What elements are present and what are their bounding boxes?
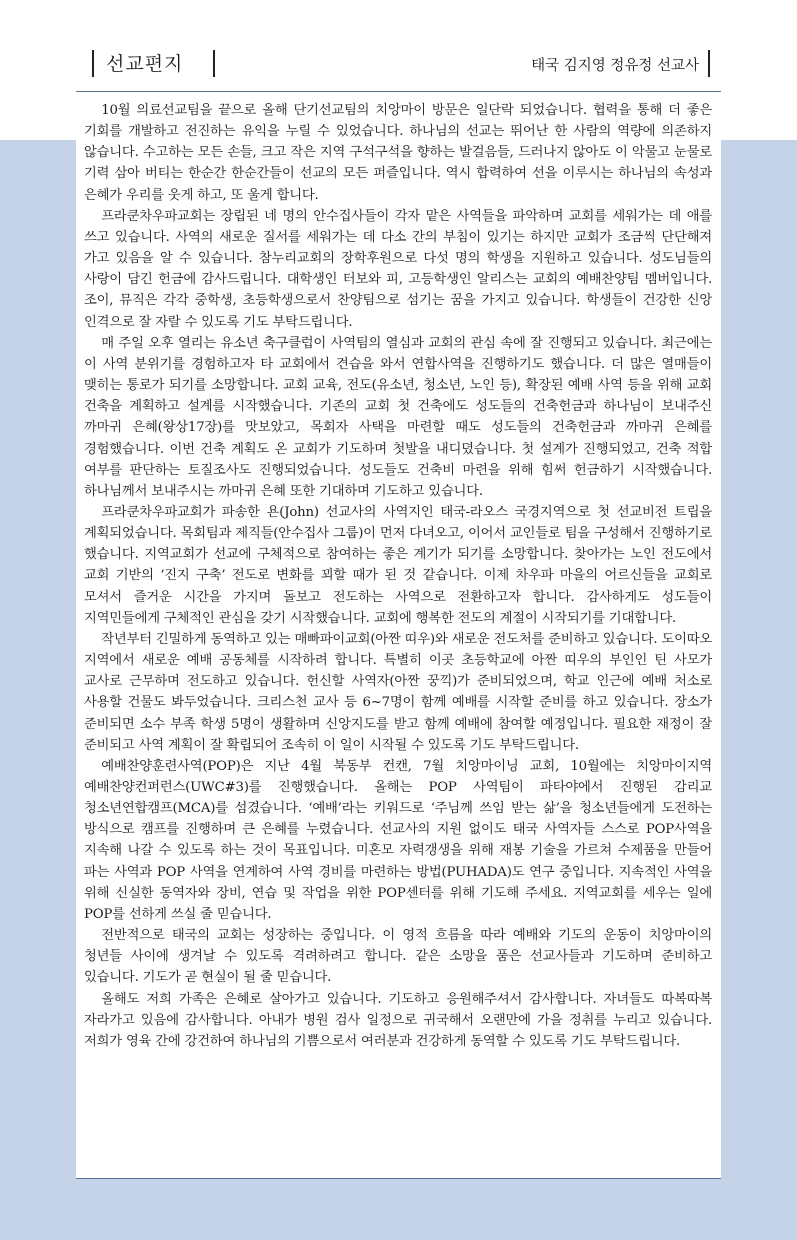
paragraph: 프라쿤차우파교회는 장립된 네 명의 안수집사들이 각자 맡은 사역들을 파악하며 교회를 세워가는 데 애를 쓰고 있습니다. 사역의 새로운 질서를 세워가는 데 다소 간의 부침이 있기는 하지만 교회가 조금씩 단단해져 가고 있음을 알 수 있습니다. 참누리교회의 장학후원으로 다섯 명의 학생을 지원하고 있습니다. 성도님들의 사랑이 담긴 헌금에 감사드립니다. 대학생인 터보와 피, 고등학생인 알리스는 교회의 예배찬양팀 멤버입니다. 조이, 뮤직은 각각 중학생, 초등학생으로서 찬양팀으로 섬기는 꿈을 가지고 있습니다. 학생들이 건강한 신앙 인격으로 잘 자랄 수 있도록 기도 부탁드립니다. <box>84 208 712 330</box>
paragraph: 전반적으로 태국의 교회는 성장하는 중입니다. 이 영적 흐름을 따라 예배와 기도의 운동이 치앙마이의 청년들 사이에 생겨날 수 있도록 격려하려고 합니다. 같은 소망을 품은 선교사들과 기도하며 준비하고 있습니다. 기도가 곧 현실이 될 줄 믿습니다. <box>84 928 712 986</box>
paragraph: 예배찬양훈련사역(POP)은 지난 4월 북동부 컨캔, 7월 치앙마이닝 교회, 10월에는 치앙마이지역 예배찬양컨퍼런스(UWC#3)를 진행했습니다. 올해는 POP 사역팀이 파타야에서 진행된 감리교 청소년연합캠프(MCA)를 섬겼습니다. ‘예배’라는 키워드로 ‘주님께 쓰임 받는 삶’을 청소년들에게 도전하는 방식으로 캠프를 진행하며 큰 은혜를 누렸습니다. 선교사의 지원 없이도 태국 사역자들 스스로 POP사역을 지속해 나갈 수 있도록 하는 것이 목표입니다. 미혼모 자력갱생을 위해 재봉 기술을 가르쳐 수제품을 만들어 파는 사역과 POP 사역을 연계하여 사역 경비를 마련하는 방법(PUHADA)도 연구 중입니다. 지속적인 사역을 위해 신실한 동역자와 장비, 연습 및 작업을 위한 POP센터를 위해 기도해 주세요. 지역교회를 세우는 일에 POP를 선하게 쓰실 줄 믿습니다. <box>84 758 712 922</box>
paragraph: 프라쿤차우파교회가 파송한 욘(John) 선교사의 사역지인 태국-라오스 국경지역으로 첫 선교비전 트립을 계획되었습니다. 목회팀과 제직들(안수집사 그룹)이 먼저 다녀오고, 이어서 교인들로 팀을 구성해서 진행하기로 했습니다. 지역교회가 선교에 구체적으로 참여하는 좋은 계기가 되기를 소망합니다. 찾아가는 노인 전도에서 교회 기반의 ‘진지 구축’ 전도로 변화를 꾀할 때가 된 것 같습니다. 이제 차우파 마을의 어르신들을 교회로 모셔서 즐거운 시간을 가지며 돌보고 전도하는 사역으로 전환하고자 합니다. 감사하게도 성도들이 지역민들에게 구체적인 관심을 갖기 시작했습니다. 교회에 행복한 전도의 계절이 시작되기를 기대합니다. <box>84 504 712 626</box>
author-byline: 태국 김지영 정유정 선교사 <box>531 58 699 74</box>
left-margin-band <box>0 140 76 1240</box>
header-divider-left <box>92 50 94 77</box>
paragraph: 작년부터 긴밀하게 동역하고 있는 매빠파이교회(아짠 띠우)와 새로운 전도처를 준비하고 있습니다. 도이따오 지역에서 새로운 예배 공동체를 시작하려 합니다. 특별히 이곳 초등학교에 아짠 띠우의 부인인 틴 사모가 교사로 근무하며 전도하고 있습니다. 헌신할 사역자(아짠 꿍끽)가 준비되었으며, 학교 인근에 예배 처소로 사용할 건물도 봐두었습니다. 크리스천 교사 등 6~7명이 함께 예배를 시작할 준비를 하고 있습니다. 장소가 준비되면 소수 부족 학생 5명이 생활하며 신앙지도를 받고 함께 예배에 참여할 예정입니다. 필요한 재정이 잘 준비되고 사역 계획이 잘 확립되어 조속히 이 일이 시작될 수 있도록 기도 부탁드립니다. <box>84 631 712 753</box>
section-title: 선교편지 <box>106 53 184 75</box>
right-margin-band <box>721 140 797 1240</box>
paragraph: 매 주일 오후 열리는 유소년 축구클럽이 사역팀의 열심과 교회의 관심 속에 잘 진행되고 있습니다. 최근에는 이 사역 분위기를 경험하고자 타 교회에서 견습을 와서 연합사역을 진행하기도 했습니다. 더 많은 열매들이 맺히는 통로가 되기를 소망합니다. 교회 교육, 전도(유소년, 청소년, 노인 등), 확장된 예배 사역 등을 위해 교회 건축을 계획하고 설계를 시작했습니다. 기존의 교회 첫 건축에도 성도들의 건축헌금과 하나님이 보내주신 까마귀 은혜(왕상17장)를 맛보았고, 목회자 사택을 마련할 때도 성도들의 건축헌금과 까마귀 은혜를 경험했습니다. 이번 건축 계획도 온 교회가 기도하며 첫발을 내디뎠습니다. 첫 설계가 진행되었고, 건축 적합 여부를 판단하는 토질조사도 진행되었습니다. 성도들도 건축비 마련을 위해 힘써 헌금하기 시작했습니다. 하나님께서 보내주시는 까마귀 은혜 또한 기대하며 기도하고 있습니다. <box>84 335 712 499</box>
content-panel <box>76 92 721 1178</box>
footer-band <box>76 1179 721 1240</box>
paragraph: 올해도 저희 가족은 은혜로 살아가고 있습니다. 기도하고 응원해주셔서 감사합니다. 자녀들도 따복따복 자라가고 있음에 감사합니다. 아내가 병원 검사 일정으로 귀국해서 오랜만에 가을 정취를 누리고 있습니다. 저희가 영육 간에 강건하여 하나님의 기쁨으로서 여러분과 건강하게 동역할 수 있도록 기도 부탁드립니다. <box>84 991 712 1049</box>
paragraph: 10월 의료선교팀을 끝으로 올해 단기선교팀의 치앙마이 방문은 일단락 되었습니다. 협력을 통해 더 좋은 기회를 개발하고 전진하는 유익을 누릴 수 있었습니다. 하나님의 선교는 뛰어난 한 사람의 역량에 의존하지 않습니다. 수고하는 모든 손들, 크고 작은 지역 구석구석을 향하는 발걸음들, 드러나지 않아도 이 악물고 눈물로 기력 삼아 버티는 한순간 한순간들이 선교의 모든 퍼즐입니다. 역시 합력하여 선을 이루시는 하나님의 속성과 은혜가 우리를 웃게 하고, 또 울게 합니다. <box>84 103 712 203</box>
page-header <box>76 0 721 92</box>
letter-body <box>84 100 712 1052</box>
header-divider-middle <box>213 50 215 77</box>
header-divider-right <box>708 50 710 77</box>
